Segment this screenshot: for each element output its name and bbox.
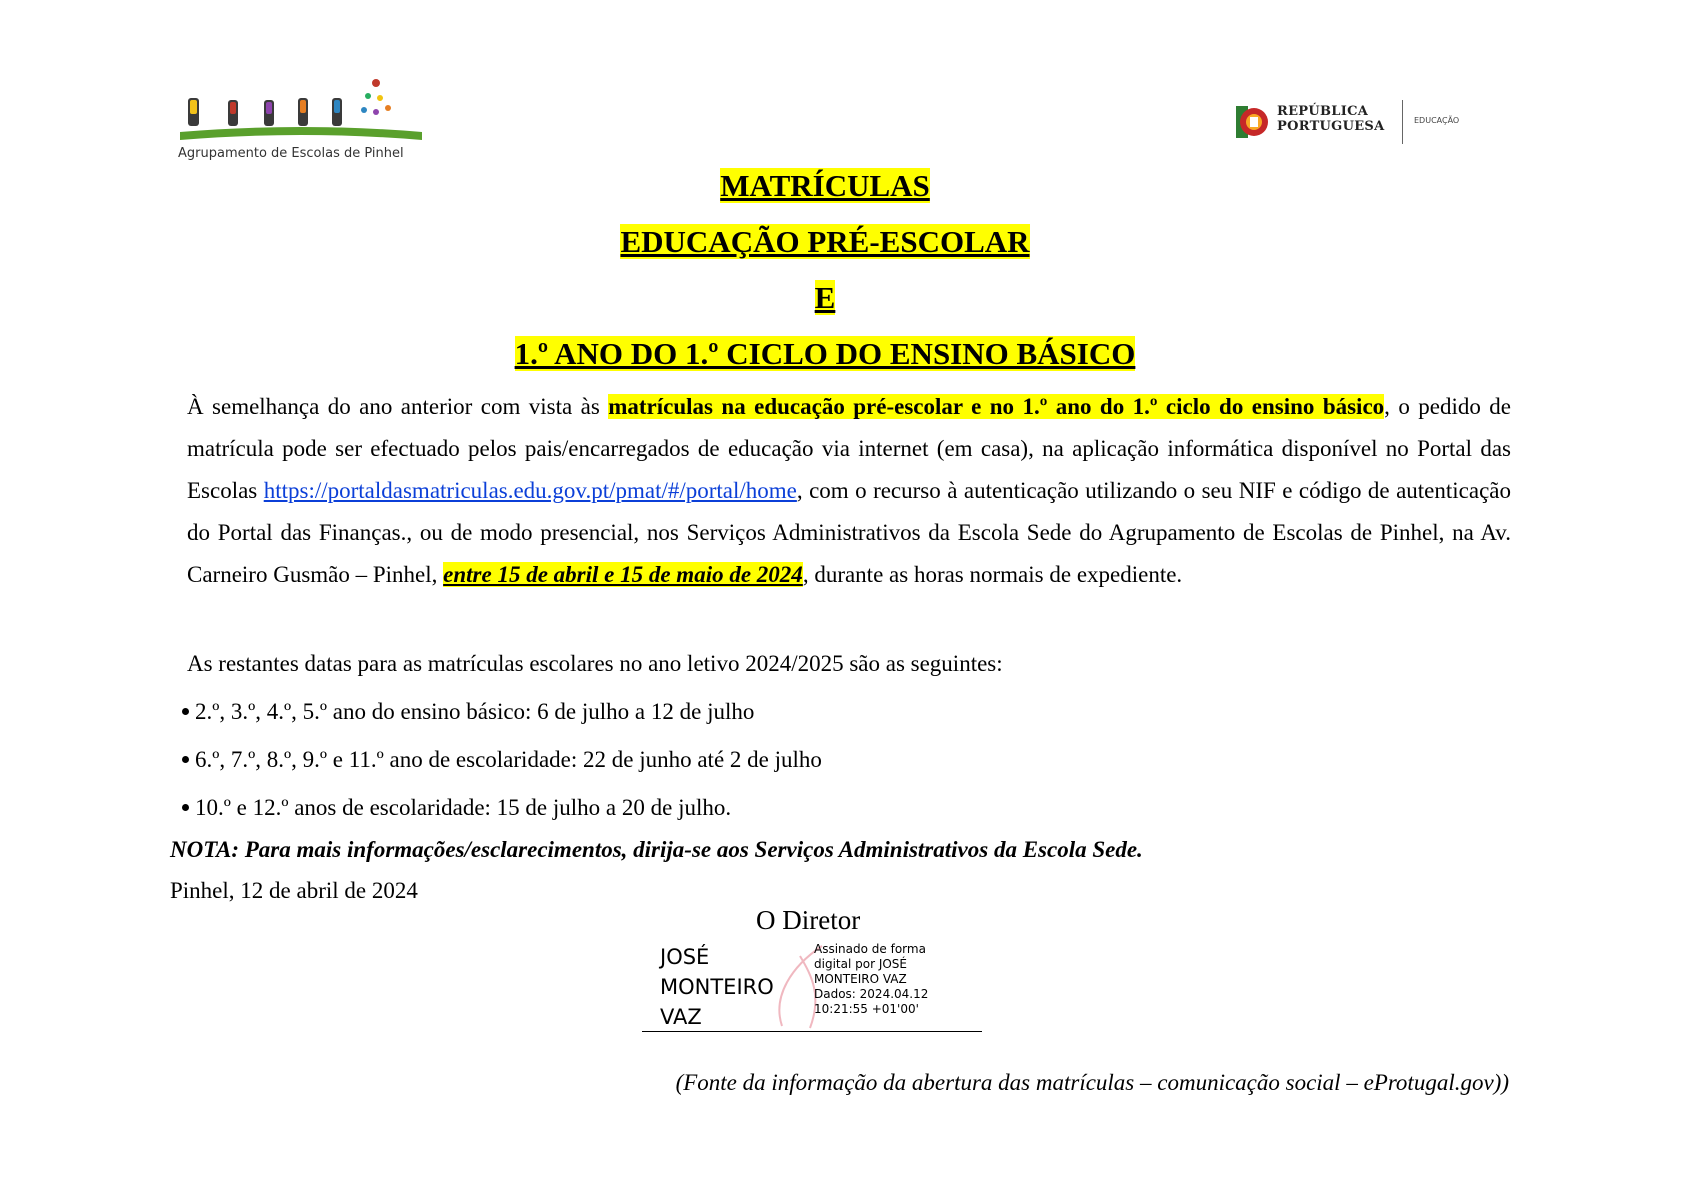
signature-line [642, 1031, 982, 1032]
paragraph-intro: À semelhança do ano anterior com vista às [187, 394, 609, 419]
title-line-2 [0, 224, 1650, 260]
school-logo-caption: Agrupamento de Escolas de Pinhel [178, 146, 404, 161]
portal-matriculas-link[interactable]: https://portaldasmatriculas.edu.gov.pt/pmat/#/portal/home [263, 478, 797, 503]
title-line-3-text: E [814, 280, 836, 315]
portugal-coat-of-arms-icon [1236, 100, 1270, 144]
title-line-2-text: EDUCAÇÃO PRÉ-ESCOLAR [620, 224, 1030, 259]
signature-detail-line3: MONTEIRO VAZ [814, 972, 907, 986]
signature-detail-line4: Dados: 2024.04.12 [814, 987, 929, 1001]
bullet-icon [182, 756, 189, 763]
bullet-icon [182, 708, 189, 715]
signature-detail-line5: 10:21:55 +01'00' [814, 1002, 919, 1016]
gov-logo-text [1277, 104, 1385, 134]
title-line-1 [0, 168, 1650, 204]
gov-logo-line2: PORTUGUESA [1277, 119, 1385, 134]
source-note: (Fonte da informação da abertura das matrículas – comunicação social – eProtugal.gov)) [675, 1070, 1509, 1095]
paragraph-middle: , o pedido de matrícula pode ser efectuado pelos pais/encarregados de educação via internet (em casa), na aplicação informática disponível no Portal das Escolas [187, 394, 1512, 503]
paragraph-after-link: , com o recurso à autenticação utilizando o seu NIF e código de autenticação do Portal das Finanças., ou de modo presencial, nos Serviços Administrativos da Escola Sede do Agrupamento de Escolas de Pinhel, na Av. Carneiro Gusmão – Pinhel, [187, 478, 1511, 587]
paragraph-highlight: matrículas na educação pré-escolar e no 1.º ano do 1.º ciclo do ensino básico [608, 394, 1385, 419]
gov-logo-line1: REPÚBLICA [1277, 104, 1369, 119]
remaining-dates-intro: As restantes datas para as matrículas escolares no ano letivo 2024/2025 são as seguintes: [187, 651, 1003, 676]
list-item [182, 697, 754, 727]
paragraph-end: , durante as horas normais de expediente. [802, 562, 1183, 587]
list-item-text: 2.º, 3.º, 4.º, 5.º ano do ensino básico: 6 de julho a 12 de julho [195, 699, 755, 724]
list-item [182, 745, 822, 775]
title-line-1-text: MATRÍCULAS [720, 168, 930, 203]
title-line-4 [0, 336, 1650, 372]
bullet-icon [182, 804, 189, 811]
enrollment-dates: entre 15 de abril e 15 de maio de 2024 [443, 562, 803, 587]
signature-detail-line1: Assinado de forma [814, 942, 926, 956]
director-title: O Diretor [756, 905, 861, 935]
title-line-3 [0, 280, 1650, 316]
signer-name-line3: VAZ [660, 1005, 702, 1029]
signer-name-line2: MONTEIRO [660, 975, 774, 999]
list-item [182, 793, 731, 823]
school-logo [176, 78, 426, 168]
title-line-4-text: 1.º ANO DO 1.º CICLO DO ENSINO BÁSICO [514, 336, 1136, 371]
signer-name [660, 942, 774, 1032]
signature-detail-line2: digital por JOSÉ [814, 957, 907, 971]
signature-details [814, 942, 928, 1017]
gov-logo-separator [1402, 100, 1403, 144]
gov-logo-area: EDUCAÇÃO [1414, 116, 1460, 125]
list-item-text: 6.º, 7.º, 8.º, 9.º e 11.º ano de escolaridade: 22 de junho até 2 de julho [195, 747, 822, 772]
government-logo [1236, 100, 1460, 150]
body-paragraph [187, 386, 1511, 596]
note: NOTA: Para mais informações/esclarecimentos, dirija-se aos Serviços Administrativos da Escola Sede. [170, 837, 1143, 862]
school-logo-graphic [176, 78, 426, 148]
digital-signature [642, 936, 982, 1036]
place-date: Pinhel, 12 de abril de 2024 [170, 878, 418, 903]
signer-name-line1: JOSÉ [660, 945, 710, 969]
list-item-text: 10.º e 12.º anos de escolaridade: 15 de julho a 20 de julho. [195, 795, 732, 820]
